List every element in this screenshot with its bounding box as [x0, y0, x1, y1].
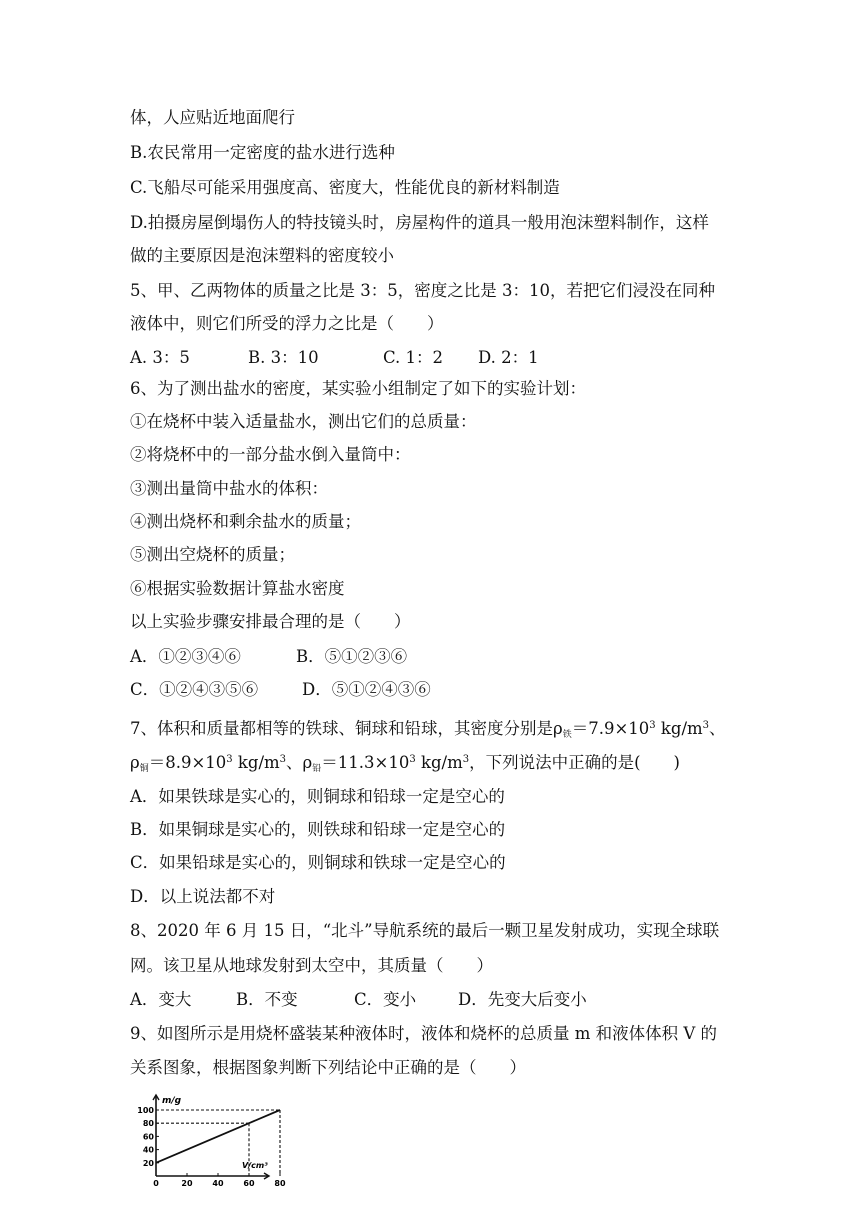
q8-option-d: D．先变大后变小 [458, 990, 587, 1009]
q8-stem-line2: 网。该卫星从地球发射到太空中，其质量（ ） [130, 956, 493, 975]
q7-sub-copper: 铜 [139, 764, 149, 774]
q7-text-3: kg/m [655, 719, 703, 738]
q7-option-c: C．如果铅球是实心的，则铜球和铁球一定是空心的 [130, 853, 506, 872]
q6-step-5: ⑤测出空烧杯的质量； [130, 545, 295, 564]
q7-text-4: 、 [709, 719, 726, 738]
q6-step-3: ③测出量筒中盐水的体积： [130, 479, 328, 498]
q7-text-1: 7、体积和质量都相等的铁球、铜球和铅球，其密度分别是ρ [130, 719, 563, 738]
q8-option-a: A．变大 [130, 990, 192, 1009]
q9-stem-line2: 关系图象，根据图象判断下列结论中正确的是（ ） [130, 1058, 526, 1077]
q7-rho: ρ [130, 753, 140, 772]
q7-stem-line1 [130, 718, 740, 740]
x-tick-label-0: 0 [153, 1179, 159, 1188]
q9-stem-line1: 9、如图所示是用烧杯盛装某种液体时，液体和烧杯的总质量 m 和液体体积 V 的 [130, 1024, 718, 1043]
q6-step-6: ⑥根据实验数据计算盐水密度 [130, 579, 345, 598]
x-tick-label-40: 40 [212, 1179, 224, 1188]
q8-option-b: B．不变 [236, 990, 298, 1009]
q7-stem-line2 [130, 752, 740, 774]
q8-stem-line1: 8、2020 年 6 月 15 日，“北斗”导航系统的最后一颗卫星发射成功，实现全球联 [130, 921, 720, 940]
q7-text-9: kg/m [415, 753, 463, 772]
series-line [156, 1110, 280, 1163]
q4-option-b: B.农民常用一定密度的盐水进行选种 [130, 143, 395, 162]
q7-text-10: ，下列说法中正确的是( ) [469, 753, 680, 772]
x-tick-label-20: 20 [181, 1179, 193, 1188]
x-axis-label: V/cm³ [242, 1161, 268, 1170]
q7-text-2: ＝7.9×10 [571, 719, 650, 738]
q6-option-b: B．⑤①②③⑥ [296, 647, 408, 666]
q6-option-a: A．①②③④⑥ [130, 647, 241, 666]
q4-option-d-line2: 做的主要原因是泡沫塑料的密度较小 [130, 246, 394, 265]
q7-sub-lead: 铅 [312, 764, 322, 774]
q4-option-d-line1: D.拍摄房屋倒塌伤人的特技镜头时，房屋构件的道具一般用泡沫塑料制作，这样 [130, 213, 709, 232]
q7-text-7: 、ρ [286, 753, 313, 772]
q7-option-d: D．以上说法都不对 [130, 887, 276, 906]
q6-step-4: ④测出烧杯和剩余盐水的质量； [130, 512, 361, 531]
q7-text-6: kg/m [232, 753, 280, 772]
q6-step-1: ①在烧杯中装入适量盐水，测出它们的总质量： [130, 412, 477, 431]
q4-option-a-continuation: 体，人应贴近地面爬行 [130, 108, 295, 127]
x-tick-label-60: 60 [243, 1179, 255, 1188]
y-tick-label-60: 60 [142, 1132, 154, 1142]
y-tick-label-40: 40 [142, 1145, 154, 1155]
q7-exp-1: 3 [649, 720, 656, 731]
y-tick-label-80: 80 [142, 1119, 154, 1129]
q7-exp-4: 3 [279, 754, 287, 765]
q5-stem-line2: 液体中，则它们所受的浮力之比是（ ） [130, 314, 444, 333]
q5-option-a: A. 3：5 [130, 348, 190, 367]
mass-volume-graph [128, 1092, 286, 1188]
y-tick-label-100: 100 [137, 1106, 154, 1115]
y-tick-label-20: 20 [142, 1158, 154, 1168]
q5-option-b: B. 3：10 [248, 348, 319, 367]
q7-exp-5: 3 [409, 754, 416, 765]
q7-text-8: ＝11.3×10 [321, 753, 410, 772]
q7-option-a: A．如果铁球是实心的，则铜球和铅球一定是空心的 [130, 787, 505, 806]
q7-option-b: B．如果铜球是实心的，则铁球和铅球一定是空心的 [130, 820, 506, 839]
q6-stem: 6、为了测出盐水的密度，某实验小组制定了如下的实验计划： [130, 379, 586, 398]
x-tick-label-80: 80 [274, 1179, 286, 1188]
q7-exp-2: 3 [702, 720, 710, 731]
y-axis-label: m/g [162, 1096, 182, 1106]
q7-sub-iron: 铁 [562, 730, 572, 740]
q5-stem-line1: 5、甲、乙两物体的质量之比是 3：5，密度之比是 3：10，若把它们浸没在同种 [130, 281, 715, 300]
q4-option-c: C.飞船尽可能采用强度高、密度大，性能优良的新材料制造 [130, 178, 560, 197]
q6-option-d: D．⑤①②④③⑥ [302, 680, 431, 699]
q6-step-2: ②将烧杯中的一部分盐水倒入量筒中： [130, 445, 411, 464]
q6-option-c: C．①②④③⑤⑥ [130, 680, 259, 699]
q8-option-c: C．变小 [354, 990, 417, 1009]
q5-option-c: C. 1：2 [383, 348, 444, 367]
q5-option-d: D. 2：1 [478, 348, 539, 367]
q7-exp-6: 3 [462, 754, 470, 765]
q6-question: 以上实验步骤安排最合理的是（ ） [130, 612, 411, 631]
q7-text-5: ＝8.9×10 [148, 753, 227, 772]
q7-exp-3: 3 [226, 754, 233, 765]
